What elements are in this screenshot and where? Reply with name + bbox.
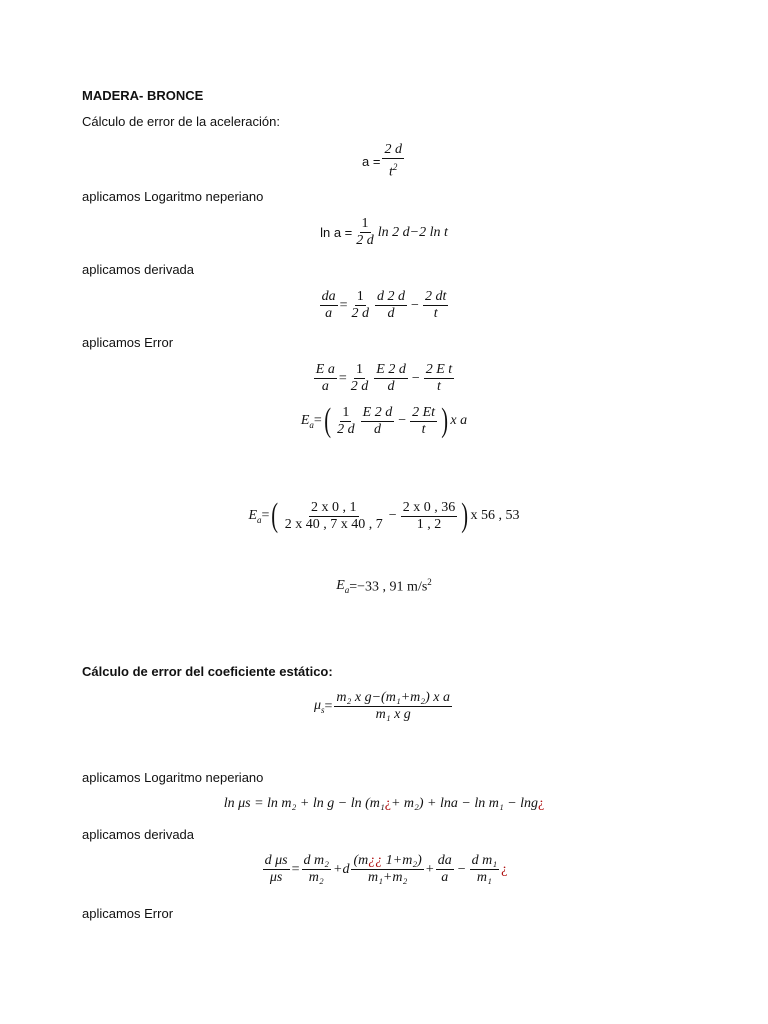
equation-ea-substituted: $E_a$ = ( $\frac{2 x 0 , 1}{2 x 40 , 7 x 40 , 7}$ − $\frac{2 x 0 , 36}{1 , 2}$ ) x 56 , 53 [248, 497, 520, 534]
step-error-2: aplicamos Error [82, 906, 174, 921]
equation-ln-a [0, 216, 768, 249]
eq1-lhs: a = [362, 153, 381, 169]
step-deriv-2: aplicamos derivada [82, 827, 195, 842]
eq2-rest: ln 2 d−2 ln t [377, 224, 448, 240]
equation-ea-result: $E_a$ =−33 , 91 $m/s^2$ [336, 577, 432, 595]
eq2-fraction: $\frac{1}{2 d}$ [356, 216, 374, 248]
step-ln-1: aplicamos Logaritmo neperiano [82, 189, 264, 204]
equation-mu-s: $\mu_s$ = $\frac{\text{m₂ x g−(m₁+m₂) x a}}{\text{m₁ x g}}$ [313, 690, 451, 722]
equation-ln-mu: ln μs = ln m₂ + ln g − ln (m₁ ¿ + m₂) + lna − ln m₁ − lng ¿ [223, 796, 545, 811]
section-heading-coeficiente-estatico: Cálculo de error del coeficiente estático: [82, 664, 333, 679]
eq1-denominator: $t^2$ [389, 162, 398, 180]
section-heading-madera-bronce: MADERA- BRONCE [82, 88, 204, 103]
equation-derivative: $\frac{da}{a}$ = $\frac{1}{2 d}$ $\frac{d 2 d}{d}$ − $\frac{2 dt}{t}$ [321, 289, 447, 321]
eq1-numerator: 2 d [384, 142, 402, 157]
equation-derivative-mu: $\frac{\text{d μs}}{\mu s}$ = $\frac{\text{d m₂}}{\text{m₂}}$ +d $\frac{\text{(m¿¿ 1+m₂)}}{\text{m₁+m₂}}$ + $\frac{da}{a}$ − $\frac{\text{d m₁}}{\text{m₁}}$ ¿ [264, 853, 508, 885]
step-ln-2: aplicamos Logaritmo neperiano [82, 770, 264, 785]
equation-ea-formula: $E_a$ = ( $\frac{1}{2 d}$ $\frac{E 2 d}{d}$ − $\frac{2 Et}{t}$ ) x a [300, 402, 468, 439]
subtitle-error-aceleracion: Cálculo de error de la aceleración: [82, 114, 280, 129]
equation-a [0, 142, 768, 181]
eq1-fraction [382, 142, 404, 181]
step-deriv-1: aplicamos derivada [82, 262, 195, 277]
equation-error-ratio: $\frac{\text{E a}}{a}$ = $\frac{1}{2 d}$ $\frac{E 2 d}{d}$ − $\frac{\text{2 E t}}{t}$ [315, 362, 453, 394]
step-error-1: aplicamos Error [82, 335, 174, 350]
eq2-lhs: ln a = [320, 225, 353, 240]
